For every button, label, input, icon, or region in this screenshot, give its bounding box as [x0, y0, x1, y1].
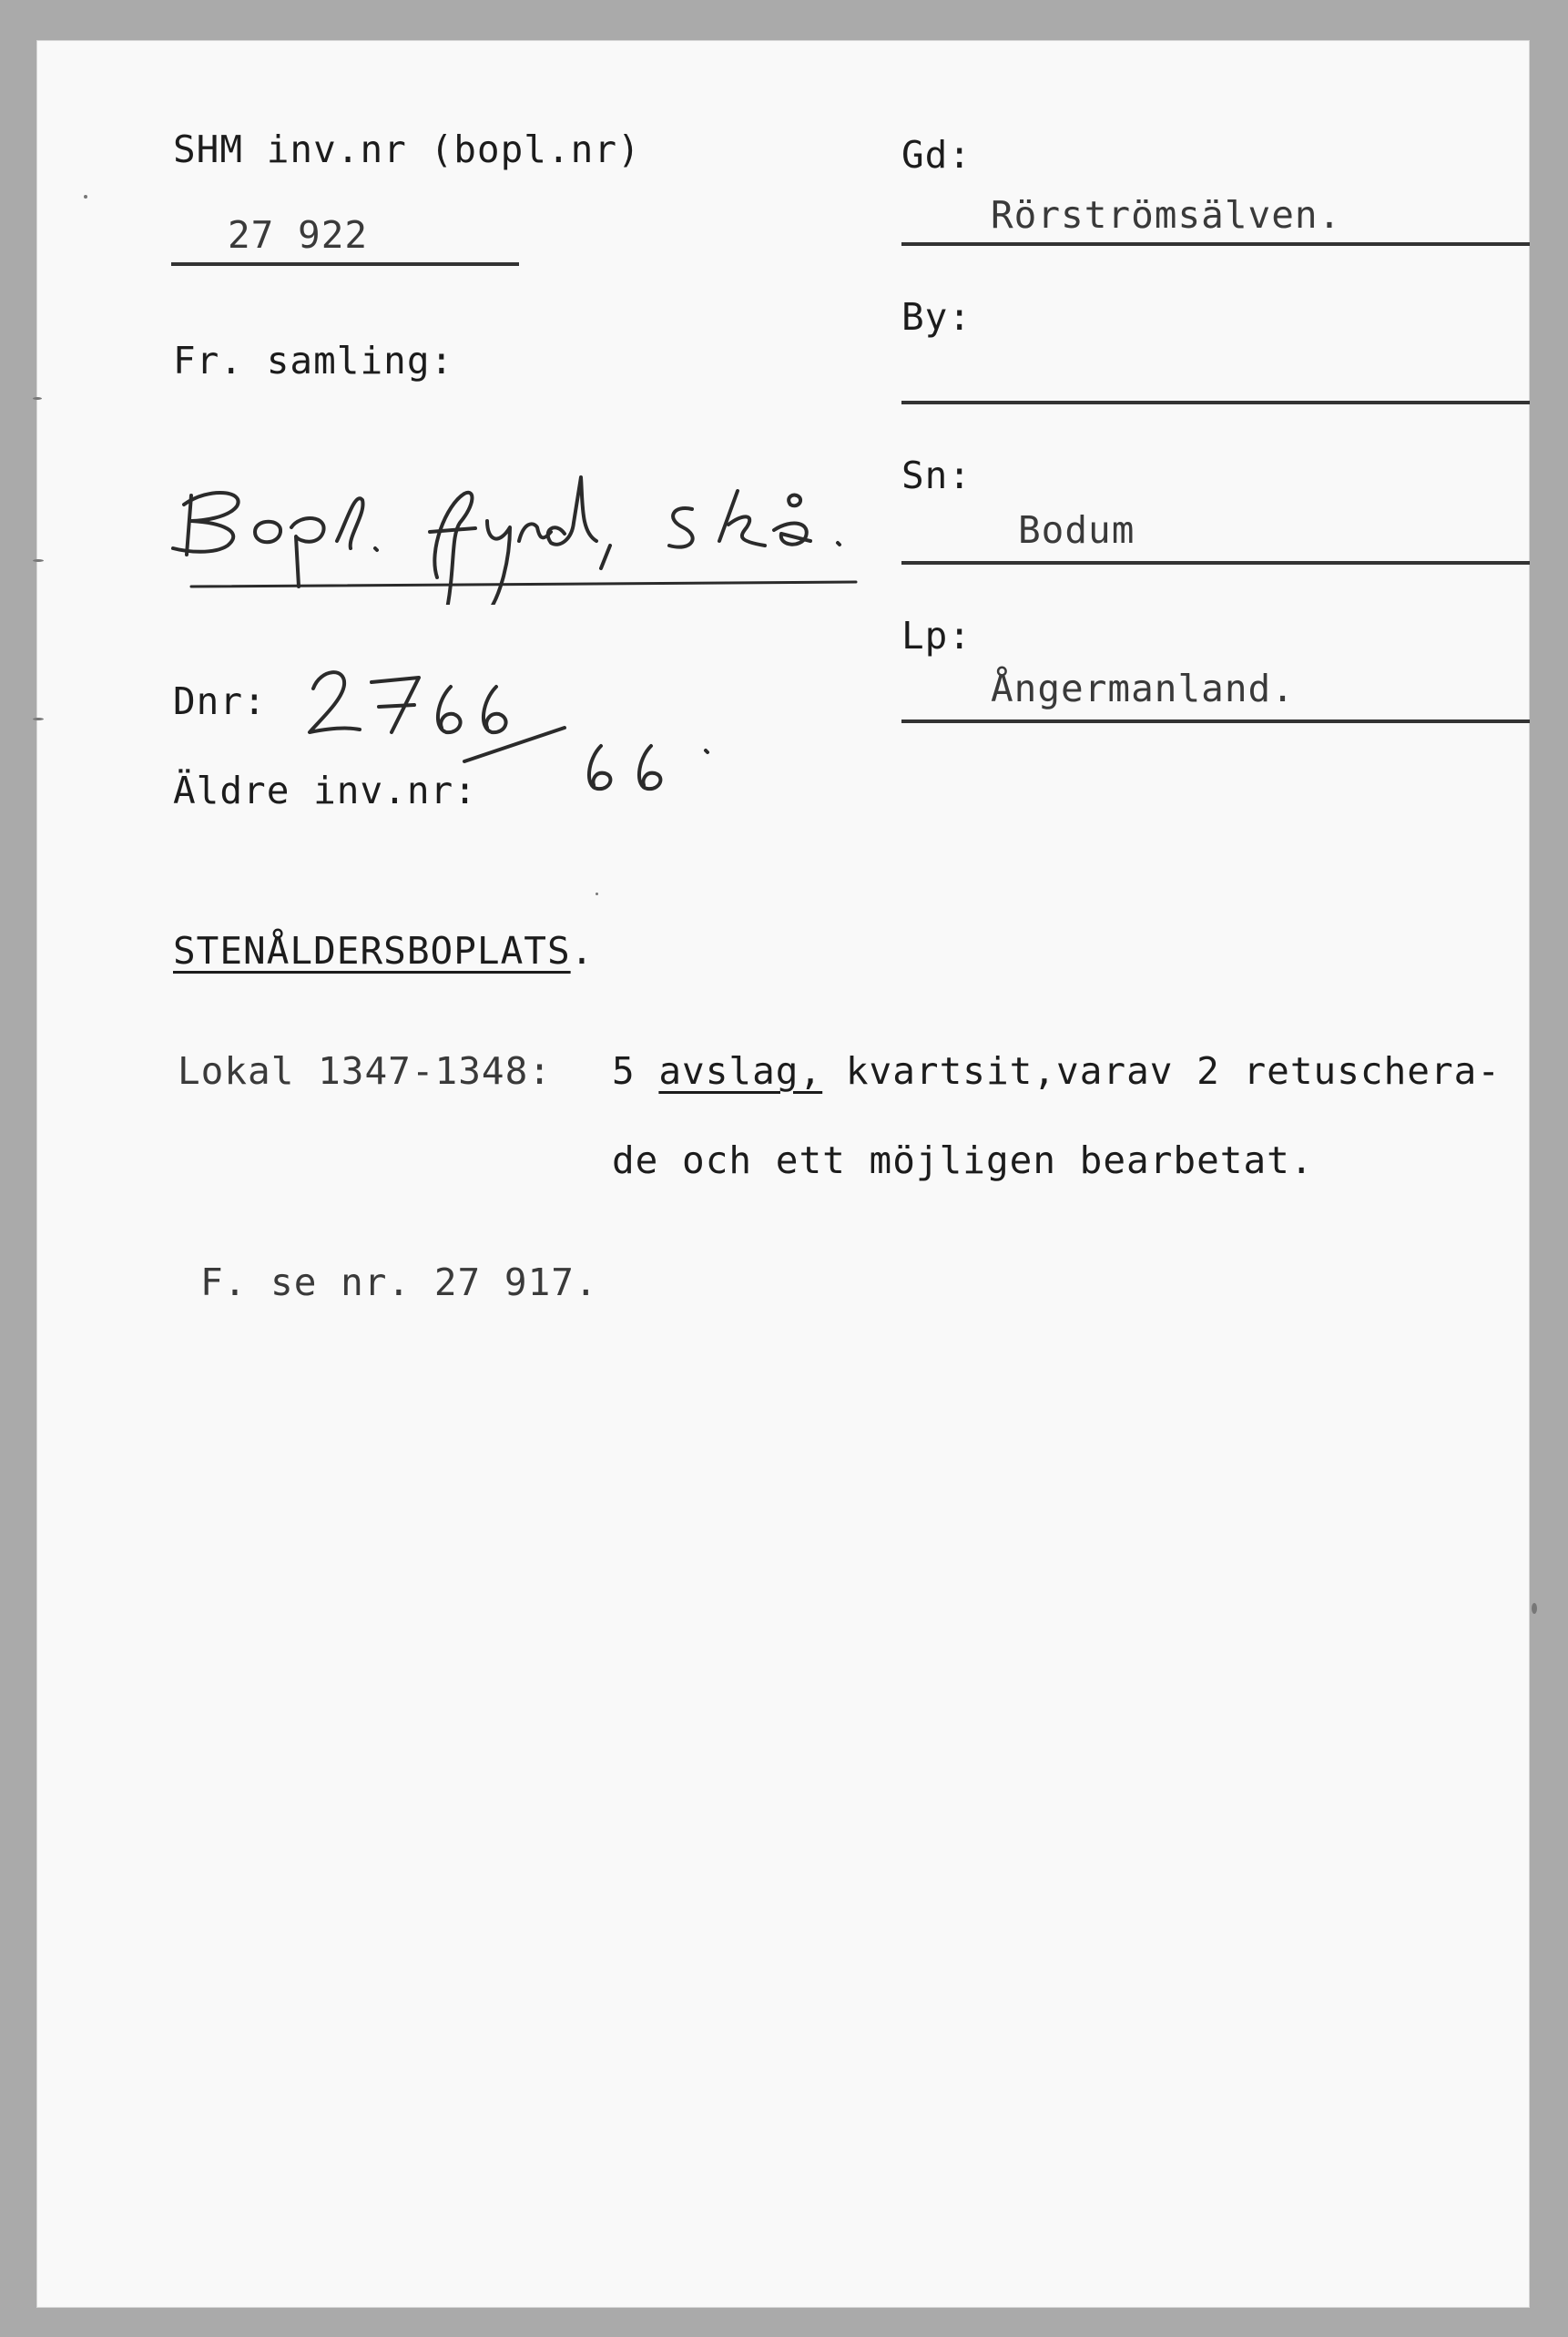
- scan-speck: [84, 195, 87, 199]
- find-count: 5: [612, 1049, 636, 1093]
- scan-speck: [33, 559, 44, 562]
- lp-rule: [901, 719, 1530, 723]
- inv-number-rule: [171, 262, 519, 266]
- find-type: avslag,: [658, 1049, 823, 1093]
- cross-reference: F. se nr. 27 917.: [200, 1260, 598, 1304]
- by-label: By:: [901, 295, 972, 339]
- scan-speck: [596, 893, 598, 895]
- lokal-label: Lokal 1347-1348:: [178, 1049, 552, 1093]
- site-heading-period: .: [570, 929, 595, 973]
- find-description-rest: kvartsit,varav 2 retuschera-: [845, 1049, 1502, 1093]
- collection-label: Fr. samling:: [173, 339, 454, 383]
- dnr-label: Dnr:: [173, 679, 267, 723]
- scan-speck: [33, 718, 44, 720]
- find-description-line-1: [612, 1049, 1501, 1093]
- site-heading-text: STENÅLDERSBOPLATS: [173, 929, 571, 973]
- handwritten-collection-note: [137, 441, 883, 605]
- sn-label: Sn:: [901, 454, 972, 497]
- site-heading: [173, 929, 594, 973]
- catalog-card: [36, 40, 1530, 2308]
- gd-value: Rörströmsälven.: [991, 193, 1342, 237]
- gd-rule: [901, 242, 1530, 246]
- lp-value: Ångermanland.: [991, 667, 1295, 710]
- gd-label: Gd:: [901, 133, 972, 177]
- inv-label: SHM inv.nr (bopl.nr): [173, 128, 641, 171]
- scan-speck: [1532, 1603, 1537, 1614]
- sn-value: Bodum: [1018, 508, 1135, 552]
- by-rule: [901, 401, 1530, 404]
- scan-speck: [33, 397, 42, 400]
- sn-rule: [901, 561, 1530, 565]
- older-inv-label: Äldre inv.nr:: [173, 769, 477, 812]
- inv-number: 27 922: [228, 213, 369, 257]
- find-description-line-2: de och ett möjligen bearbetat.: [612, 1138, 1314, 1182]
- lp-label: Lp:: [901, 614, 972, 658]
